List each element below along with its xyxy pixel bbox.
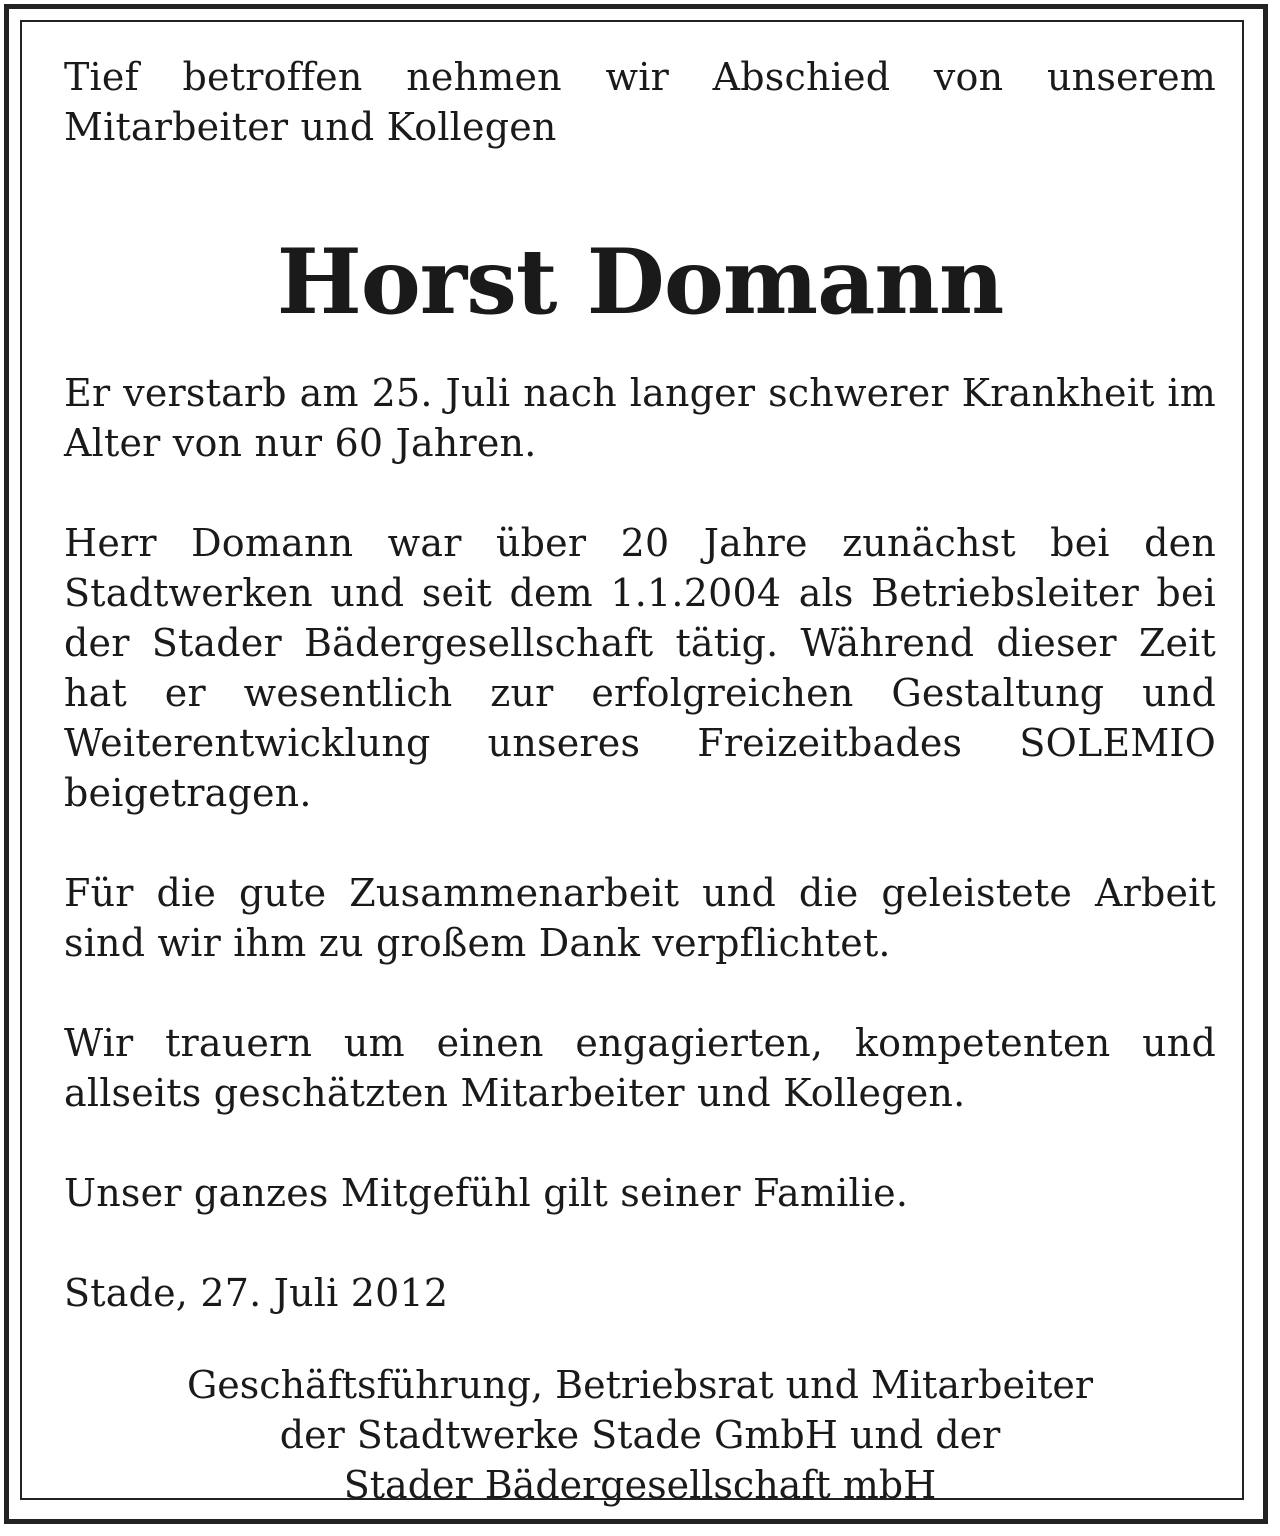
obituary-notice bbox=[64, 52, 1216, 1510]
deceased-name: Horst Domann bbox=[276, 229, 1004, 335]
signature-line: Geschäftsführung, Betriebsrat und Mitarbeiter bbox=[186, 1363, 1094, 1407]
paragraph-thanks: Für die gute Zusammenarbeit und die geleistete Arbeit sind wir ihm zu großem Dank verpflichtet. bbox=[64, 871, 1216, 965]
paragraph-sympathy: Unser ganzes Mitgefühl gilt seiner Familie. bbox=[64, 1171, 909, 1215]
paragraph-mourning: Wir trauern um einen engagierten, kompetenten und allseits geschätzten Mitarbeiter und Kollegen. bbox=[64, 1021, 1216, 1115]
signature-line: der Stadtwerke Stade GmbH und der bbox=[279, 1413, 1001, 1457]
place-date: Stade, 27. Juli 2012 bbox=[64, 1271, 449, 1315]
paragraph-death: Er verstarb am 25. Juli nach langer schwerer Krankheit im Alter von nur 60 Jahren. bbox=[64, 371, 1216, 465]
signature-block bbox=[64, 1360, 1216, 1510]
signature-line: Stader Bädergesellschaft mbH bbox=[343, 1463, 937, 1507]
paragraph-career: Herr Domann war über 20 Jahre zunächst bei den Stadtwerken und seit dem 1.1.2004 als Betriebsleiter bei der Stader Bädergesellschaft tätig. Während dieser Zeit hat er wesentlich zur erfolgreichen Gestaltung und Weiterentwicklung unseres Freizeitbades SOLEMIO beigetragen. bbox=[64, 521, 1216, 815]
intro-text: Tief betroffen nehmen wir Abschied von unserem Mitarbeiter und Kollegen bbox=[64, 55, 1216, 149]
